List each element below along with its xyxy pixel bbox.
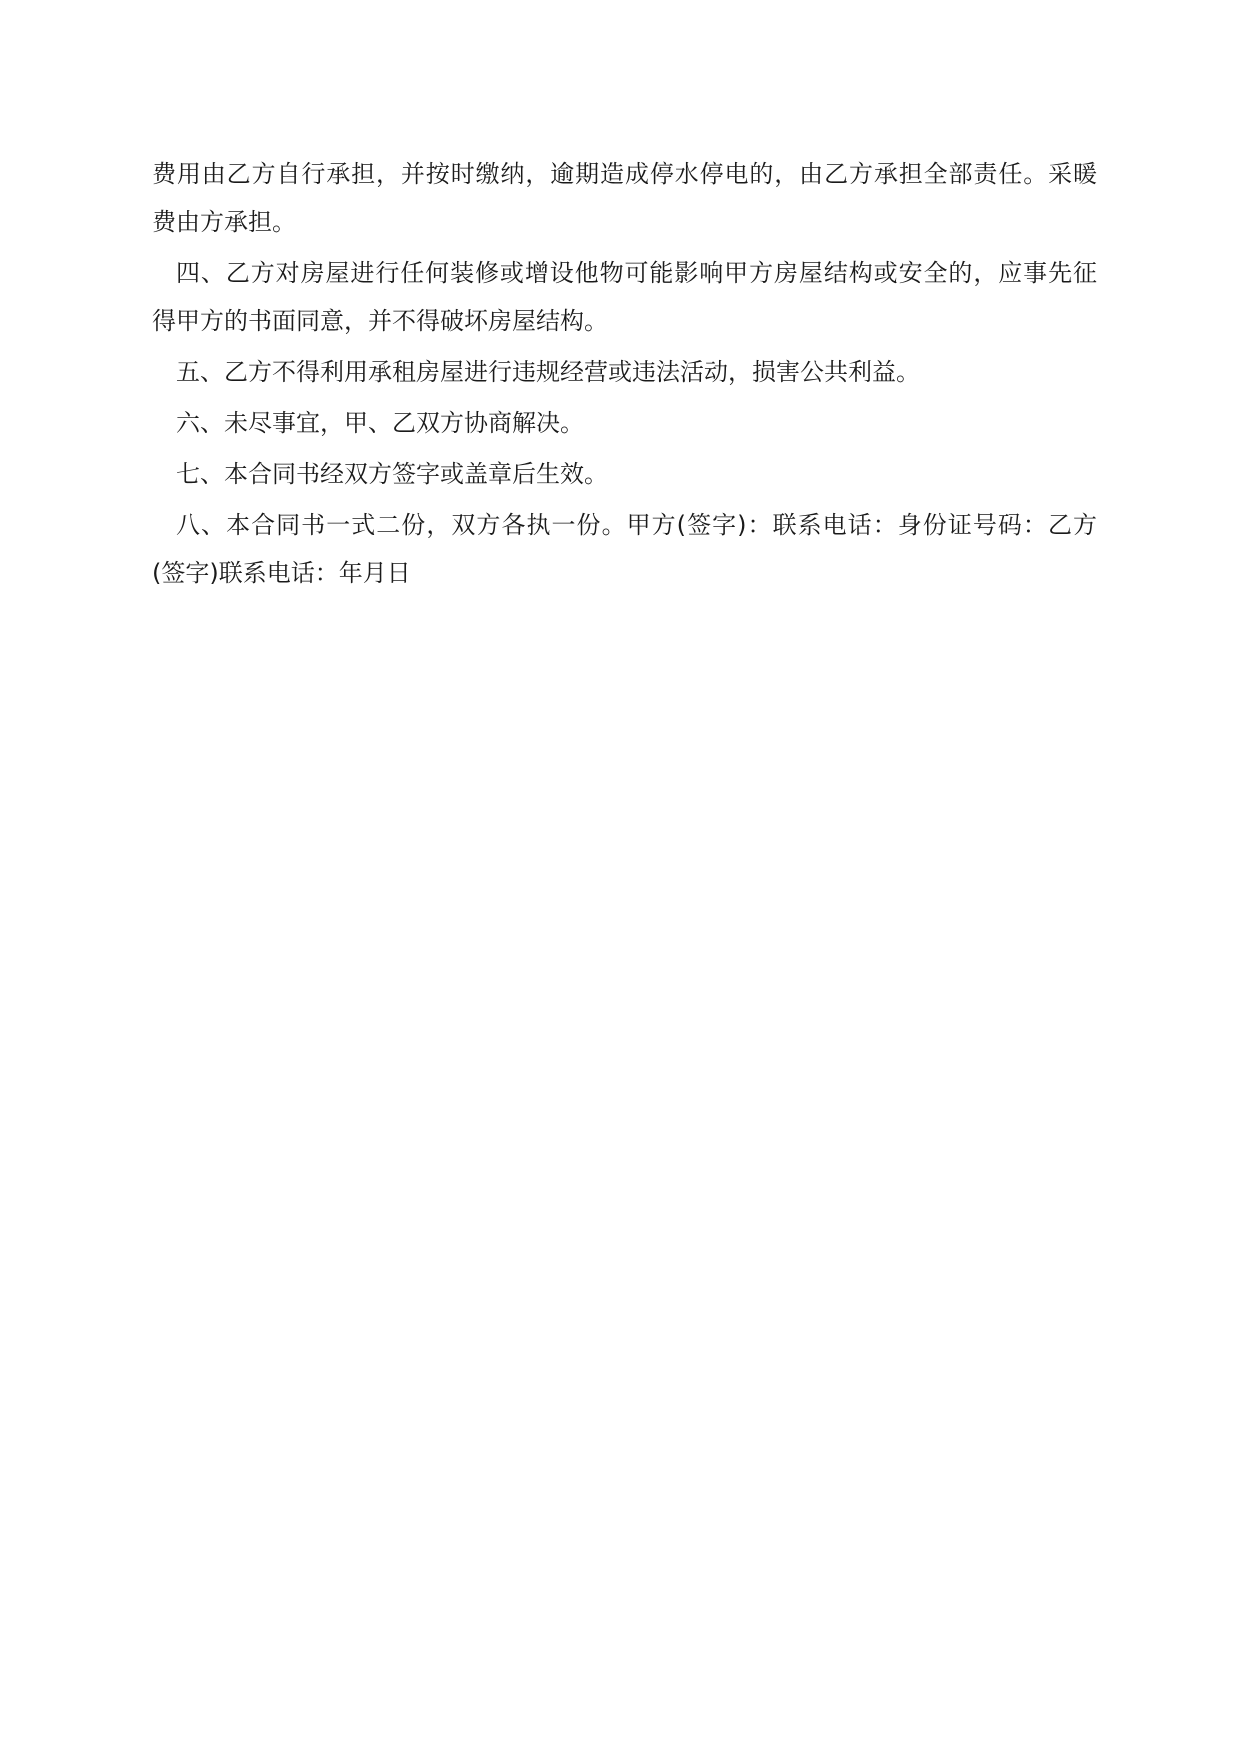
document-body (152, 150, 1097, 597)
paragraph-line: 得甲方的书面同意，并不得破坏房屋结构。 (152, 307, 608, 335)
paragraph-line: 费由方承担。 (152, 208, 296, 236)
paragraph-clause-5 (152, 348, 1097, 396)
paragraph-clause-6 (152, 399, 1097, 447)
paragraph-line: 八、本合同书一式二份，双方各执一份。甲方(签字)：联系电话：身份证号码：乙方 (176, 511, 1097, 539)
paragraph-line: (签字)联系电话：年月日 (152, 559, 411, 587)
paragraph-line: 五、乙方不得利用承租房屋进行违规经营或违法活动，损害公共利益。 (176, 358, 920, 386)
paragraph-line: 费用由乙方自行承担，并按时缴纳，逾期造成停水停电的，由乙方承担全部责任。采暖 (152, 160, 1097, 188)
paragraph-line: 六、未尽事宜，甲、乙双方协商解决。 (176, 409, 584, 437)
paragraph-clause-7 (152, 450, 1097, 498)
paragraph-clause-4 (152, 249, 1097, 345)
paragraph-clause-8 (152, 501, 1097, 597)
paragraph-utilities (152, 150, 1097, 246)
paragraph-line: 七、本合同书经双方签字或盖章后生效。 (176, 460, 608, 488)
paragraph-line: 四、乙方对房屋进行任何装修或增设他物可能影响甲方房屋结构或安全的，应事先征 (176, 259, 1097, 287)
